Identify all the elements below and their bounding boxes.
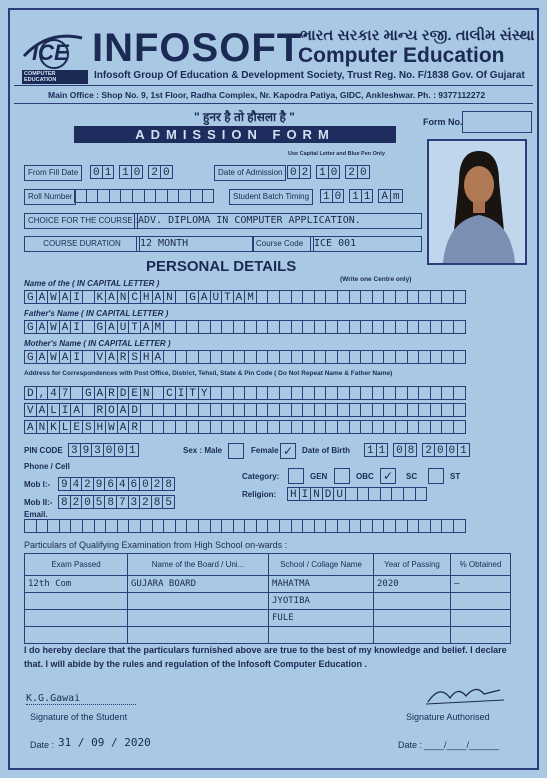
char-cell[interactable]: 4 [116, 477, 129, 491]
gujarati-title: ભારત સરકાર માન્ય રજી. તાલીમ સંસ્થા [300, 27, 535, 44]
char-cell[interactable]: 0 [81, 495, 94, 509]
char-cell[interactable]: A [140, 320, 153, 334]
char-cell[interactable] [202, 189, 215, 203]
char-cell[interactable] [453, 403, 466, 417]
char-cell[interactable]: R [128, 420, 141, 434]
char-cell[interactable]: 0 [139, 477, 152, 491]
logo-text: ICE [32, 40, 69, 65]
phone-label: Phone / Cell [24, 462, 70, 471]
name-label: Name of the ( IN CAPITAL LETTER ) [24, 279, 160, 288]
mob-2-field[interactable] [58, 495, 174, 509]
char-cell[interactable]: 1 [361, 189, 374, 203]
char-cell[interactable]: M [152, 320, 165, 334]
char-cell[interactable]: N [140, 386, 153, 400]
char-cell[interactable]: 1 [126, 443, 139, 457]
category-st-label: ST [450, 472, 461, 481]
char-cell[interactable] [453, 420, 466, 434]
char-cell[interactable]: 0 [103, 443, 116, 457]
char-cell[interactable]: 0 [114, 443, 127, 457]
char-cell[interactable]: 9 [80, 443, 93, 457]
mother-name-field[interactable] [24, 350, 465, 364]
char-cell[interactable]: N [117, 290, 130, 304]
char-cell[interactable]: A [59, 350, 72, 364]
char-cell[interactable]: 1 [457, 443, 470, 457]
from-fill-date-field[interactable] [90, 165, 172, 179]
char-cell[interactable]: 1 [320, 189, 333, 203]
char-cell[interactable]: 0 [328, 165, 341, 179]
char-cell[interactable]: 8 [151, 495, 164, 509]
mob-2-label: Mob II:- [24, 498, 53, 507]
dob-field[interactable] [364, 443, 469, 457]
char-cell[interactable] [453, 350, 466, 364]
table-cell[interactable]: 12th Com [25, 576, 128, 593]
category-gen-checkbox[interactable] [288, 468, 304, 484]
char-cell[interactable]: 3 [91, 443, 104, 457]
char-cell[interactable]: A [117, 403, 130, 417]
student-signature[interactable]: K.G.Gawai [26, 693, 136, 705]
char-cell[interactable]: A [36, 350, 49, 364]
char-cell[interactable]: U [333, 487, 346, 501]
char-cell[interactable]: 9 [58, 477, 71, 491]
student-photo [427, 139, 527, 265]
char-cell[interactable]: A [36, 290, 49, 304]
char-cell[interactable]: V [94, 350, 107, 364]
char-cell[interactable]: A [36, 403, 49, 417]
char-cell[interactable]: A [59, 320, 72, 334]
char-cell[interactable]: G [186, 290, 199, 304]
mob-1-label: Mob I:- [24, 480, 51, 489]
email-field[interactable] [24, 519, 465, 533]
char-cell[interactable]: R [105, 386, 118, 400]
char-cell[interactable]: D [128, 403, 141, 417]
char-cell[interactable]: , [36, 386, 49, 400]
char-cell[interactable]: 2 [151, 477, 164, 491]
char-cell[interactable]: 0 [446, 443, 459, 457]
mob-1-field[interactable] [58, 477, 174, 491]
col-percent: % Obtained [451, 554, 511, 576]
female-checkbox[interactable]: ✓ [280, 443, 296, 459]
char-cell[interactable]: 0 [393, 443, 406, 457]
char-cell[interactable]: 8 [405, 443, 418, 457]
char-cell[interactable]: G [24, 320, 37, 334]
declaration: I do hereby declare that the particulars furnished above are true to the best of my knowledge and belief. I declare that. I will abide by the rules and regulation of the Infosoft Computer Education . [24, 645, 507, 669]
char-cell[interactable]: A [378, 189, 391, 203]
char-cell[interactable]: 0 [332, 189, 345, 203]
roll-number-label: Roll Number [24, 189, 76, 205]
char-cell[interactable]: D [24, 386, 37, 400]
char-cell[interactable]: 2 [422, 443, 435, 457]
char-cell[interactable]: 1 [349, 189, 362, 203]
char-cell[interactable]: T [186, 386, 199, 400]
mother-name-label: Mother's Name ( IN CAPITAL LETTER ) [24, 339, 171, 348]
address-line-3[interactable] [24, 420, 465, 434]
education-title: Particulars of Qualifying Examination from High School on-wards : [24, 540, 288, 550]
table-cell[interactable] [374, 610, 451, 627]
form-no-label: Form No. [423, 117, 463, 127]
course-duration-label: COURSE DURATION [24, 236, 140, 252]
char-cell[interactable]: A [105, 350, 118, 364]
char-cell[interactable]: I [70, 290, 83, 304]
char-cell[interactable]: T [221, 290, 234, 304]
char-cell[interactable]: D [322, 487, 335, 501]
table-cell[interactable] [128, 593, 269, 610]
char-cell[interactable]: A [94, 386, 107, 400]
char-cell[interactable]: 2 [81, 477, 94, 491]
education-table [24, 553, 511, 644]
char-cell[interactable]: 3 [68, 443, 81, 457]
sex-male-label: Sex : Male [183, 446, 223, 455]
course-code-field[interactable]: ICE 001 [310, 236, 422, 252]
char-cell[interactable]: K [47, 420, 60, 434]
char-cell[interactable]: 0 [160, 165, 173, 179]
char-cell[interactable]: W [47, 290, 60, 304]
ice-logo [18, 26, 88, 82]
brand-name: INFOSOFT [92, 26, 303, 70]
category-st-checkbox[interactable] [428, 468, 444, 484]
category-label: Category: [242, 472, 280, 481]
char-cell[interactable]: G [24, 350, 37, 364]
char-cell[interactable]: A [70, 403, 83, 417]
char-cell[interactable]: N [163, 290, 176, 304]
char-cell[interactable]: 5 [93, 495, 106, 509]
char-cell[interactable]: I [175, 386, 188, 400]
choice-course-label: CHOICE FOR THE COURSE : [24, 213, 138, 229]
table-cell[interactable] [128, 627, 269, 644]
table-row [25, 627, 511, 644]
char-cell[interactable]: C [128, 290, 141, 304]
student-date-field[interactable]: 31 / 09 / 2020 [58, 736, 151, 749]
char-cell[interactable]: 7 [59, 386, 72, 400]
table-cell[interactable]: JYOTIBA [269, 593, 374, 610]
char-cell[interactable]: I [299, 487, 312, 501]
char-cell[interactable]: H [140, 290, 153, 304]
char-cell[interactable] [453, 519, 466, 533]
char-cell[interactable]: K [94, 290, 107, 304]
char-cell[interactable]: A [59, 290, 72, 304]
form-title: ADMISSION FORM [74, 126, 396, 143]
date-of-admission-field[interactable] [287, 165, 369, 179]
table-cell[interactable]: FULE [269, 610, 374, 627]
char-cell[interactable]: A [198, 290, 211, 304]
char-cell[interactable]: 8 [104, 495, 117, 509]
char-cell[interactable]: R [94, 403, 107, 417]
char-cell[interactable]: 2 [345, 165, 358, 179]
category-obc-label: OBC [356, 472, 374, 481]
col-school: School / Collage Name [269, 554, 374, 576]
char-cell[interactable]: A [105, 320, 118, 334]
roll-number-field[interactable] [74, 189, 213, 203]
table-cell[interactable]: GUJARA BOARD [128, 576, 269, 593]
char-cell[interactable]: I [59, 403, 72, 417]
char-cell[interactable]: S [82, 420, 95, 434]
char-cell[interactable]: A [233, 290, 246, 304]
char-cell[interactable]: 4 [70, 477, 83, 491]
char-cell[interactable]: L [47, 403, 60, 417]
father-name-field[interactable] [24, 320, 465, 334]
table-cell[interactable] [374, 593, 451, 610]
char-cell[interactable]: N [36, 420, 49, 434]
father-name-label: Father's Name ( IN CAPITAL LETTER ) [24, 309, 169, 318]
char-cell[interactable]: C [163, 386, 176, 400]
write-one-note: (Write one Centre only) [340, 276, 412, 283]
table-cell[interactable] [451, 593, 511, 610]
char-cell[interactable]: 5 [162, 495, 175, 509]
table-cell[interactable] [25, 610, 128, 627]
address-label: Address for Correspondences with Post Office, District, Tehsil, State & Pin Code ( Do Not Repeat Name & Father Name) [24, 370, 393, 377]
char-cell[interactable]: 0 [434, 443, 447, 457]
table-cell[interactable]: 2020 [374, 576, 451, 593]
char-cell[interactable]: A [36, 320, 49, 334]
batch-timing-label: Student Batch Timing [229, 189, 313, 205]
char-cell[interactable]: A [152, 350, 165, 364]
char-cell[interactable] [453, 290, 466, 304]
table-cell[interactable] [451, 627, 511, 644]
col-exam: Exam Passed [25, 554, 128, 576]
personal-details-title: PERSONAL DETAILS [146, 258, 297, 275]
char-cell[interactable]: S [128, 350, 141, 364]
char-cell[interactable]: H [287, 487, 300, 501]
student-signature-label: Signature of the Student [30, 712, 128, 722]
course-duration-field[interactable]: 12 MONTH [136, 236, 254, 252]
table-row [25, 576, 511, 593]
char-cell[interactable]: 0 [131, 165, 144, 179]
table-cell[interactable]: — [451, 576, 511, 593]
table-cell[interactable] [25, 627, 128, 644]
char-cell[interactable] [453, 386, 466, 400]
char-cell[interactable]: 0 [287, 165, 300, 179]
char-cell[interactable]: E [70, 420, 83, 434]
char-cell[interactable]: G [94, 320, 107, 334]
table-row [25, 593, 511, 610]
col-board: Name of the Board / Uni... [128, 554, 269, 576]
category-sc-label: SC [406, 472, 418, 481]
right-date-label: Date : [398, 740, 423, 750]
char-cell[interactable]: 8 [162, 477, 175, 491]
form-no-field[interactable] [462, 111, 532, 133]
divider [14, 103, 533, 104]
char-cell[interactable]: 1 [102, 165, 115, 179]
char-cell[interactable]: 9 [93, 477, 106, 491]
char-cell[interactable]: 2 [70, 495, 83, 509]
char-cell[interactable]: A [117, 420, 130, 434]
table-cell[interactable] [128, 610, 269, 627]
char-cell[interactable]: 1 [376, 443, 389, 457]
char-cell[interactable]: D [117, 386, 130, 400]
email-label: Email. [24, 510, 48, 519]
char-cell[interactable]: 2 [139, 495, 152, 509]
logo-caption: COMPUTER EDUCATION [22, 70, 88, 84]
dob-label: Date of Birth [302, 446, 350, 455]
char-cell[interactable]: O [105, 403, 118, 417]
char-cell[interactable]: 6 [104, 477, 117, 491]
char-cell[interactable]: 0 [357, 165, 370, 179]
table-cell[interactable] [374, 627, 451, 644]
caps-note: Use Capital Letter and Blue Pen Only [288, 151, 385, 157]
table-cell[interactable] [269, 627, 374, 644]
char-cell[interactable]: 2 [299, 165, 312, 179]
religion-label: Religion: [242, 490, 277, 499]
char-cell[interactable]: 1 [119, 165, 132, 179]
char-cell[interactable]: 2 [148, 165, 161, 179]
name-field[interactable] [24, 290, 465, 304]
char-cell[interactable]: H [94, 420, 107, 434]
divider [14, 85, 533, 86]
date-of-admission-label: Date of Admission [214, 165, 286, 181]
pin-code-field[interactable] [68, 443, 138, 457]
char-cell[interactable]: 1 [364, 443, 377, 457]
authorised-signature [420, 680, 510, 710]
category-gen-label: GEN [310, 472, 328, 481]
table-cell[interactable]: MAHATMA [269, 576, 374, 593]
char-cell[interactable]: W [47, 320, 60, 334]
char-cell[interactable]: 7 [116, 495, 129, 509]
char-cell[interactable] [415, 487, 428, 501]
char-cell[interactable]: E [128, 386, 141, 400]
from-fill-date-label: From Fill Date [24, 165, 82, 181]
slogan: " हुनर है तो हौसला है " [194, 110, 295, 124]
char-cell[interactable]: G [24, 290, 37, 304]
batch-timing-field[interactable] [320, 189, 402, 203]
char-cell[interactable]: 6 [128, 477, 141, 491]
address-line-2[interactable] [24, 403, 465, 417]
table-cell[interactable] [25, 593, 128, 610]
char-cell[interactable]: W [47, 350, 60, 364]
table-row [25, 610, 511, 627]
category-sc-checkbox[interactable]: ✓ [380, 468, 396, 484]
char-cell[interactable]: M [244, 290, 257, 304]
char-cell[interactable]: W [105, 420, 118, 434]
char-cell[interactable]: U [117, 320, 130, 334]
char-cell[interactable]: 1 [316, 165, 329, 179]
authorised-signature-label: Signature Authorised [406, 712, 490, 722]
student-date-label: Date : [30, 740, 55, 750]
char-cell[interactable]: G [82, 386, 95, 400]
char-cell[interactable]: 0 [90, 165, 103, 179]
female-label: Female [251, 446, 279, 455]
char-cell[interactable]: 8 [58, 495, 71, 509]
char-cell[interactable]: 4 [47, 386, 60, 400]
course-code-label: Course Code [252, 236, 314, 252]
char-cell[interactable]: I [70, 350, 83, 364]
char-cell[interactable]: A [24, 420, 37, 434]
char-cell[interactable]: m [390, 189, 403, 203]
char-cell[interactable]: R [117, 350, 130, 364]
char-cell[interactable]: L [59, 420, 72, 434]
char-cell[interactable]: H [140, 350, 153, 364]
char-cell[interactable]: A [152, 290, 165, 304]
char-cell[interactable]: I [70, 320, 83, 334]
char-cell[interactable]: Y [198, 386, 211, 400]
char-cell[interactable]: 3 [128, 495, 141, 509]
society-line: Infosoft Group Of Education & Development Society, Trust Reg. No. F/1838 Gov. Of Gujarat [94, 70, 525, 81]
male-checkbox[interactable] [228, 443, 244, 459]
char-cell[interactable]: N [310, 487, 323, 501]
char-cell[interactable]: V [24, 403, 37, 417]
char-cell[interactable]: U [210, 290, 223, 304]
religion-field[interactable] [287, 487, 426, 501]
col-year: Year of Passing [374, 554, 451, 576]
category-obc-checkbox[interactable] [334, 468, 350, 484]
main-office: Main Office : Shop No. 9, 1st Floor, Radha Complex, Nr. Kapodra Patiya, GIDC, Ankleshwar. Ph. : 9377112272 [48, 90, 486, 100]
address-line-1[interactable] [24, 386, 465, 400]
choice-course-field[interactable]: ADV. DIPLOMA IN COMPUTER APPLICATION. [134, 213, 422, 229]
table-cell[interactable] [451, 610, 511, 627]
char-cell[interactable]: T [128, 320, 141, 334]
right-date-field[interactable]: ____/____/______ [424, 740, 500, 750]
brand-subtitle: Computer Education [298, 44, 505, 67]
char-cell[interactable] [453, 320, 466, 334]
pin-code-label: PIN CODE [24, 446, 63, 455]
char-cell[interactable]: A [105, 290, 118, 304]
